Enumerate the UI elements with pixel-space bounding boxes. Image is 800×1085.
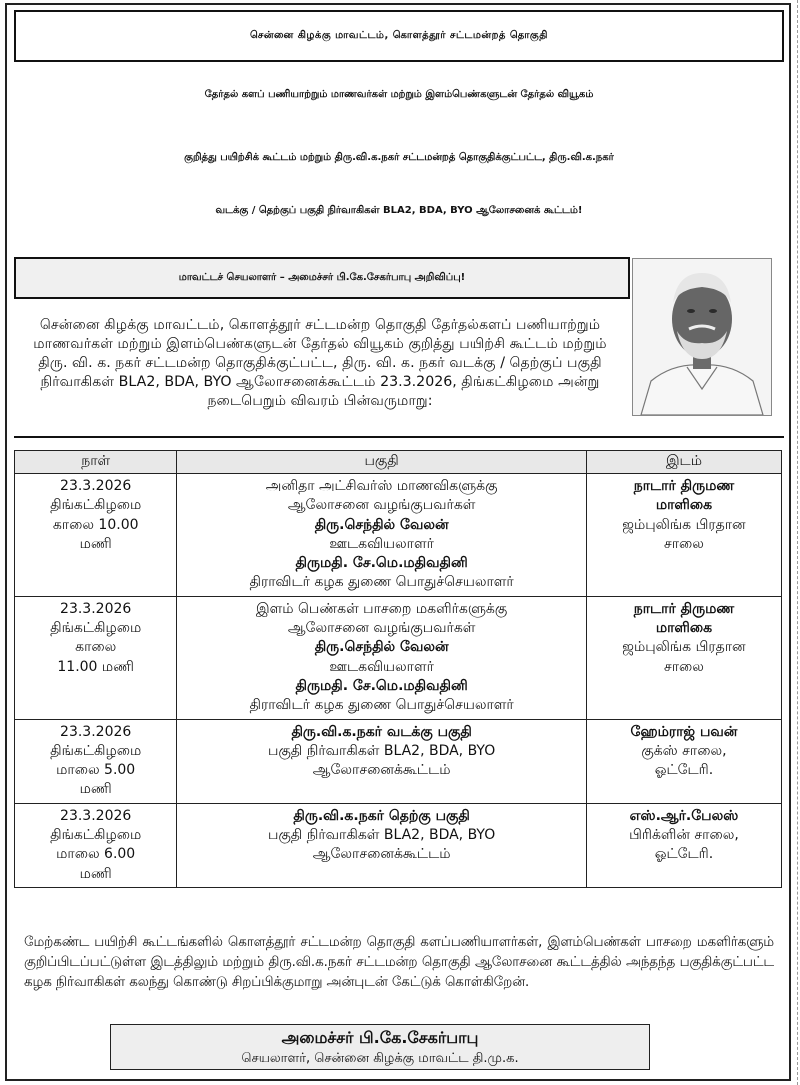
cut-line	[797, 0, 798, 1085]
topic-line: இளம் பெண்கள் பாசறை மகளிர்களுக்கு	[256, 600, 508, 617]
venue-line: ஜம்புலிங்க பிரதான	[622, 639, 746, 656]
speaker-name: திருமதி. சே.மெ.மதிவதினி	[295, 677, 468, 694]
venue-line: ஓட்டேரி.	[654, 762, 714, 779]
header-topic: பகுதி	[177, 451, 587, 474]
topic-cell	[177, 596, 587, 719]
table-row	[15, 474, 782, 597]
table-row	[15, 596, 782, 719]
header-date: நாள்	[15, 451, 177, 474]
intro-paragraph: சென்னை கிழக்கு மாவட்டம், கொளத்தூர் சட்டமன்ற தொகுதி தேர்தல்களப் பணியாற்றும் மாணவர்கள் மற்றும் இளம்பெண்களுடன் தேர்தல் வியூகம் குறித்து பயிற்சி கூட்டம் மற்றும் திரு. வி. க. நகர் சட்டமன்ற தொகுதிக்குட்பட்ட, திரு. வி. க. நகர் வடக்கு / தெற்குப் பகுதி நிர்வாகிகள் BLA2, BDA, BYO ஆலோசனைக்கூட்டம் 23.3.2026, திங்கட்கிழமை அன்று நடைபெறும் விவரம் பின்வருமாறு:	[33, 317, 607, 409]
venue-line: நாடார் திருமண	[633, 600, 735, 617]
venue-line: மாளிகை	[655, 497, 713, 514]
date-line: 23.3.2026	[60, 723, 132, 740]
schedule-table	[14, 450, 782, 888]
table-header-row	[15, 451, 782, 474]
date-line: 23.3.2026	[60, 600, 132, 617]
venue-cell	[586, 803, 781, 887]
venue-line: சாலை	[663, 658, 704, 675]
speaker-role: திராவிடர் கழக துணை பொதுச்செயலாளர்	[249, 697, 514, 714]
topic-line: ஆலோசனை வழங்குபவர்கள்	[287, 620, 476, 637]
venue-line: நாடார் திருமண	[633, 478, 735, 494]
date-cell	[15, 719, 177, 803]
venue-cell	[586, 474, 781, 597]
table-row	[15, 719, 782, 803]
date-line: திங்கட்கிழமை	[50, 742, 142, 759]
venue-line: குக்ஸ் சாலை,	[641, 742, 727, 759]
headline-line-3: வடக்கு / தெற்குப் பகுதி நிர்வாகிகள் BLA2, BDA, BYO ஆலோசனைக் கூட்டம்!	[215, 205, 583, 216]
topic-line: திரு.வி.க.நகர் தெற்கு பகுதி	[293, 807, 470, 824]
speaker-name: திரு.செந்தில் வேலன்	[314, 516, 449, 533]
venue-line: ஓட்டேரி.	[654, 846, 714, 863]
venue-cell	[586, 719, 781, 803]
venue-line: ஹேம்ராஜ் பவன்	[630, 723, 738, 740]
topic-line: பகுதி நிர்வாகிகள் BLA2, BDA, BYO	[268, 827, 496, 844]
date-line: திங்கட்கிழமை	[50, 497, 142, 514]
signature-box	[110, 1024, 650, 1070]
topic-line: ஆலோசனை வழங்குபவர்கள்	[287, 497, 476, 514]
venue-line: பிரிக்ளின் சாலை,	[629, 827, 739, 844]
district-title: சென்னை கிழக்கு மாவட்டம், கொளத்தூர் சட்டமன்றத் தொகுதி	[14, 10, 784, 62]
topic-line: திரு.வி.க.நகர் வடக்கு பகுதி	[291, 723, 472, 740]
venue-cell	[586, 596, 781, 719]
table-row	[15, 803, 782, 887]
topic-cell	[177, 803, 587, 887]
signatory-title: செயலாளர், சென்னை கிழக்கு மாவட்ட தி.மு.க.	[241, 1051, 519, 1066]
date-line: 23.3.2026	[60, 478, 132, 494]
venue-line: மாளிகை	[655, 620, 713, 637]
date-line: மணி	[79, 865, 112, 882]
topic-cell	[177, 719, 587, 803]
topic-line: அனிதா அட்சிவர்ஸ் மாணவிகளுக்கு	[265, 478, 498, 494]
date-line: காலை 10.00	[52, 516, 139, 533]
topic-line: பகுதி நிர்வாகிகள் BLA2, BDA, BYO	[268, 742, 496, 759]
date-line: திங்கட்கிழமை	[50, 620, 142, 637]
header-venue: இடம்	[586, 451, 781, 474]
date-line: மணி	[79, 781, 112, 798]
speaker-role: ஊடகவியலாளர்	[329, 535, 434, 552]
headline-line-1: தேர்தல் களப் பணியாற்றும் மாணவர்கள் மற்றும் இளம்பெண்களுடன் தேர்தல் வியூகம்	[204, 89, 594, 100]
announcement-banner: மாவட்டச் செயலாளர் – அமைச்சர் பி.கே.சேகர்பாபு அறிவிப்பு!	[14, 257, 630, 299]
date-line: காலை	[75, 639, 117, 656]
section-divider	[14, 436, 784, 438]
closing-paragraph: மேற்கண்ட பயிற்சி கூட்டங்களில் கொளத்தூர் சட்டமன்ற தொகுதி களப்பணியாளர்கள், இளம்பெண்கள் பாசறை மகளிர்களும் குறிப்பிடப்பட்டுள்ள இடத்திலும் மற்றும் திரு.வி.க.நகர் சட்டமன்ற தொகுதி ஆலோசனை கூட்டத்தில் அந்தந்த பகுதிக்குட்பட்ட கழக நிர்வாகிகள் கலந்து கொண்டு சிறப்பிக்குமாறு அன்புடன் கேட்டுக் கொள்கிறேன்.	[24, 935, 774, 990]
topic-line: ஆலோசனைக்கூட்டம்	[312, 762, 451, 779]
date-line: 23.3.2026	[60, 807, 132, 824]
topic-cell	[177, 474, 587, 597]
date-cell	[15, 803, 177, 887]
date-line: 11.00 மணி	[57, 658, 134, 675]
speaker-name: திருமதி. சே.மெ.மதிவதினி	[295, 555, 468, 572]
date-line: திங்கட்கிழமை	[50, 827, 142, 844]
date-line: மாலை 6.00	[56, 846, 136, 863]
venue-line: சாலை	[663, 535, 704, 552]
date-cell	[15, 474, 177, 597]
minister-photo	[632, 258, 772, 416]
speaker-name: திரு.செந்தில் வேலன்	[314, 639, 449, 656]
topic-line: ஆலோசனைக்கூட்டம்	[312, 846, 451, 863]
venue-line: எஸ்.ஆர்.பேலஸ்	[629, 807, 739, 824]
headline-line-2: குறித்து பயிற்சிக் கூட்டம் மற்றும் திரு.வி.க.நகர் சட்டமன்றத் தொகுதிக்குட்பட்ட, திரு.வி.க.நகர்	[184, 152, 614, 163]
date-line: மணி	[79, 535, 112, 552]
speaker-role: ஊடகவியலாளர்	[329, 658, 434, 675]
date-line: மாலை 5.00	[56, 762, 136, 779]
date-cell	[15, 596, 177, 719]
signatory-name: அமைச்சர் பி.கே.சேகர்பாபு	[281, 1028, 479, 1047]
venue-line: ஜம்புலிங்க பிரதான	[622, 516, 746, 533]
speaker-role: திராவிடர் கழக துணை பொதுச்செயலாளர்	[249, 574, 514, 591]
